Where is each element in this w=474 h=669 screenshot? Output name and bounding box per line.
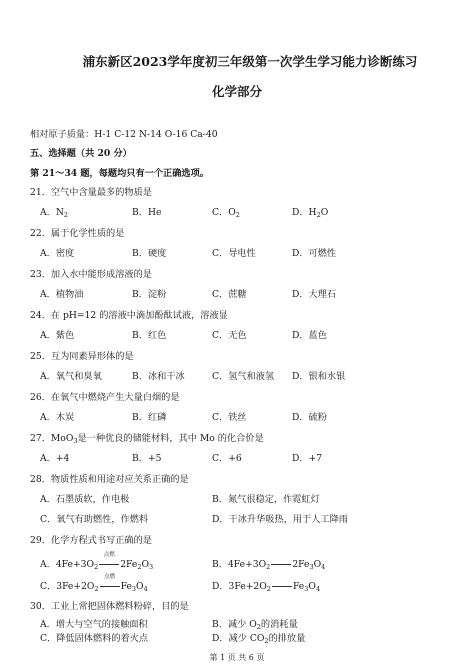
option-d[interactable]: D．可燃性: [292, 248, 337, 259]
equation-bar: [99, 564, 119, 565]
option-c[interactable]: C．导电性: [212, 248, 256, 259]
option-a[interactable]: A．$4Fe+3O_2$ 点燃 $2Fe_2O_3$: [40, 552, 154, 571]
option-a[interactable]: A．氧气和臭氧: [40, 371, 102, 382]
option-a[interactable]: A．+4: [40, 453, 70, 464]
option-a[interactable]: A．紫色: [40, 330, 75, 341]
question-stem: 28．物质性质和用途对应关系正确的是: [30, 474, 189, 485]
option-a[interactable]: A．$N_2$: [40, 207, 69, 219]
option-b[interactable]: B．淀粉: [132, 289, 167, 300]
option-b[interactable]: B．硬度: [132, 248, 167, 259]
reaction-condition: 点燃: [99, 581, 121, 592]
option-b[interactable]: B．+5: [132, 453, 162, 464]
equation-bar: [271, 564, 291, 565]
question-stem: 27．MoO$_3$是一种优良的储能材料，其中 Mo 的化合价是: [30, 433, 264, 445]
equation-bar: [272, 586, 292, 587]
option-b[interactable]: B．冰和干冰: [132, 371, 185, 382]
question-stem: 21．空气中含量最多的物质是: [30, 187, 152, 198]
question-stem: 29．化学方程式书写正确的是: [30, 535, 152, 546]
section-instructions: 第 21～34 题，每题均只有一个正确选项。: [30, 168, 209, 179]
question-stem: 22．属于化学性质的是: [30, 228, 125, 239]
option-a[interactable]: A．增大与空气的接触面积: [40, 619, 148, 630]
reaction-condition: [270, 559, 292, 570]
option-c[interactable]: C．氧气有助燃性，作燃料: [40, 514, 149, 525]
reaction-condition: [271, 581, 293, 592]
option-c[interactable]: C．铁丝: [212, 412, 247, 423]
option-b[interactable]: B．红磷: [132, 412, 167, 423]
page-footer: 第 1 页 共 6 页: [209, 653, 265, 662]
option-c[interactable]: C．氢气和液氢: [212, 371, 275, 382]
option-d[interactable]: D．蓝色: [292, 330, 327, 341]
option-c[interactable]: C．$3Fe+2O_2$ 点燃 $Fe_3O_4$: [40, 574, 148, 593]
page-title: 浦东新区2023学年度初三年级第一次学生学习能力诊断练习: [82, 54, 418, 69]
option-a[interactable]: A．木炭: [40, 412, 75, 423]
question-stem: 25．互为同素异形体的是: [30, 351, 134, 362]
option-c[interactable]: C．降低固体燃料的着火点: [40, 633, 149, 644]
option-c[interactable]: C．蔗糖: [212, 289, 247, 300]
option-d[interactable]: D．大理石: [292, 289, 337, 300]
option-b[interactable]: B．氮气很稳定，作霓虹灯: [212, 494, 320, 505]
option-d[interactable]: D．干冰升华吸热，用于人工降雨: [212, 514, 348, 525]
option-d[interactable]: D．$3Fe+2O_2$ $Fe_3O_4$: [212, 581, 321, 593]
question-stem: 24．在 pH=12 的溶液中滴加酚酞试液，溶液显: [30, 310, 228, 321]
atomic-masses: 相对原子质量：H-1 C-12 N-14 O-16 Ca-40: [30, 129, 218, 140]
section-heading: 五、选择题（共 20 分）: [30, 148, 132, 159]
question-stem: 26．在氧气中燃烧产生大量白烟的是: [30, 392, 180, 403]
page-subtitle: 化学部分: [211, 84, 262, 99]
option-b[interactable]: B．减少 $O_2$的消耗量: [212, 619, 298, 631]
option-b[interactable]: B．He: [132, 207, 162, 218]
reaction-condition: 点燃: [98, 559, 120, 570]
equation-bar: [100, 586, 120, 587]
option-c[interactable]: C．+6: [212, 453, 242, 464]
option-d[interactable]: D．$H_2O$: [292, 207, 329, 219]
option-c[interactable]: C．$O_2$: [212, 207, 240, 219]
option-b[interactable]: B．$4Fe+3O_2$ $2Fe_3O_4$: [212, 559, 326, 571]
question-stem: 23．加入水中能形成溶液的是: [30, 269, 152, 280]
option-b[interactable]: B．红色: [132, 330, 167, 341]
option-c[interactable]: C．无色: [212, 330, 247, 341]
option-d[interactable]: D．+7: [292, 453, 323, 464]
option-a[interactable]: A．植物油: [40, 289, 84, 300]
question-stem: 30．工业上常把固体燃料粉碎，目的是: [30, 601, 189, 612]
option-d[interactable]: D．硫粉: [292, 412, 327, 423]
option-a[interactable]: A．石墨质软，作电极: [40, 494, 130, 505]
option-d[interactable]: D．减少 $CO_2$的排放量: [212, 633, 306, 645]
option-d[interactable]: D．银和水银: [292, 371, 346, 382]
option-a[interactable]: A．密度: [40, 248, 75, 259]
